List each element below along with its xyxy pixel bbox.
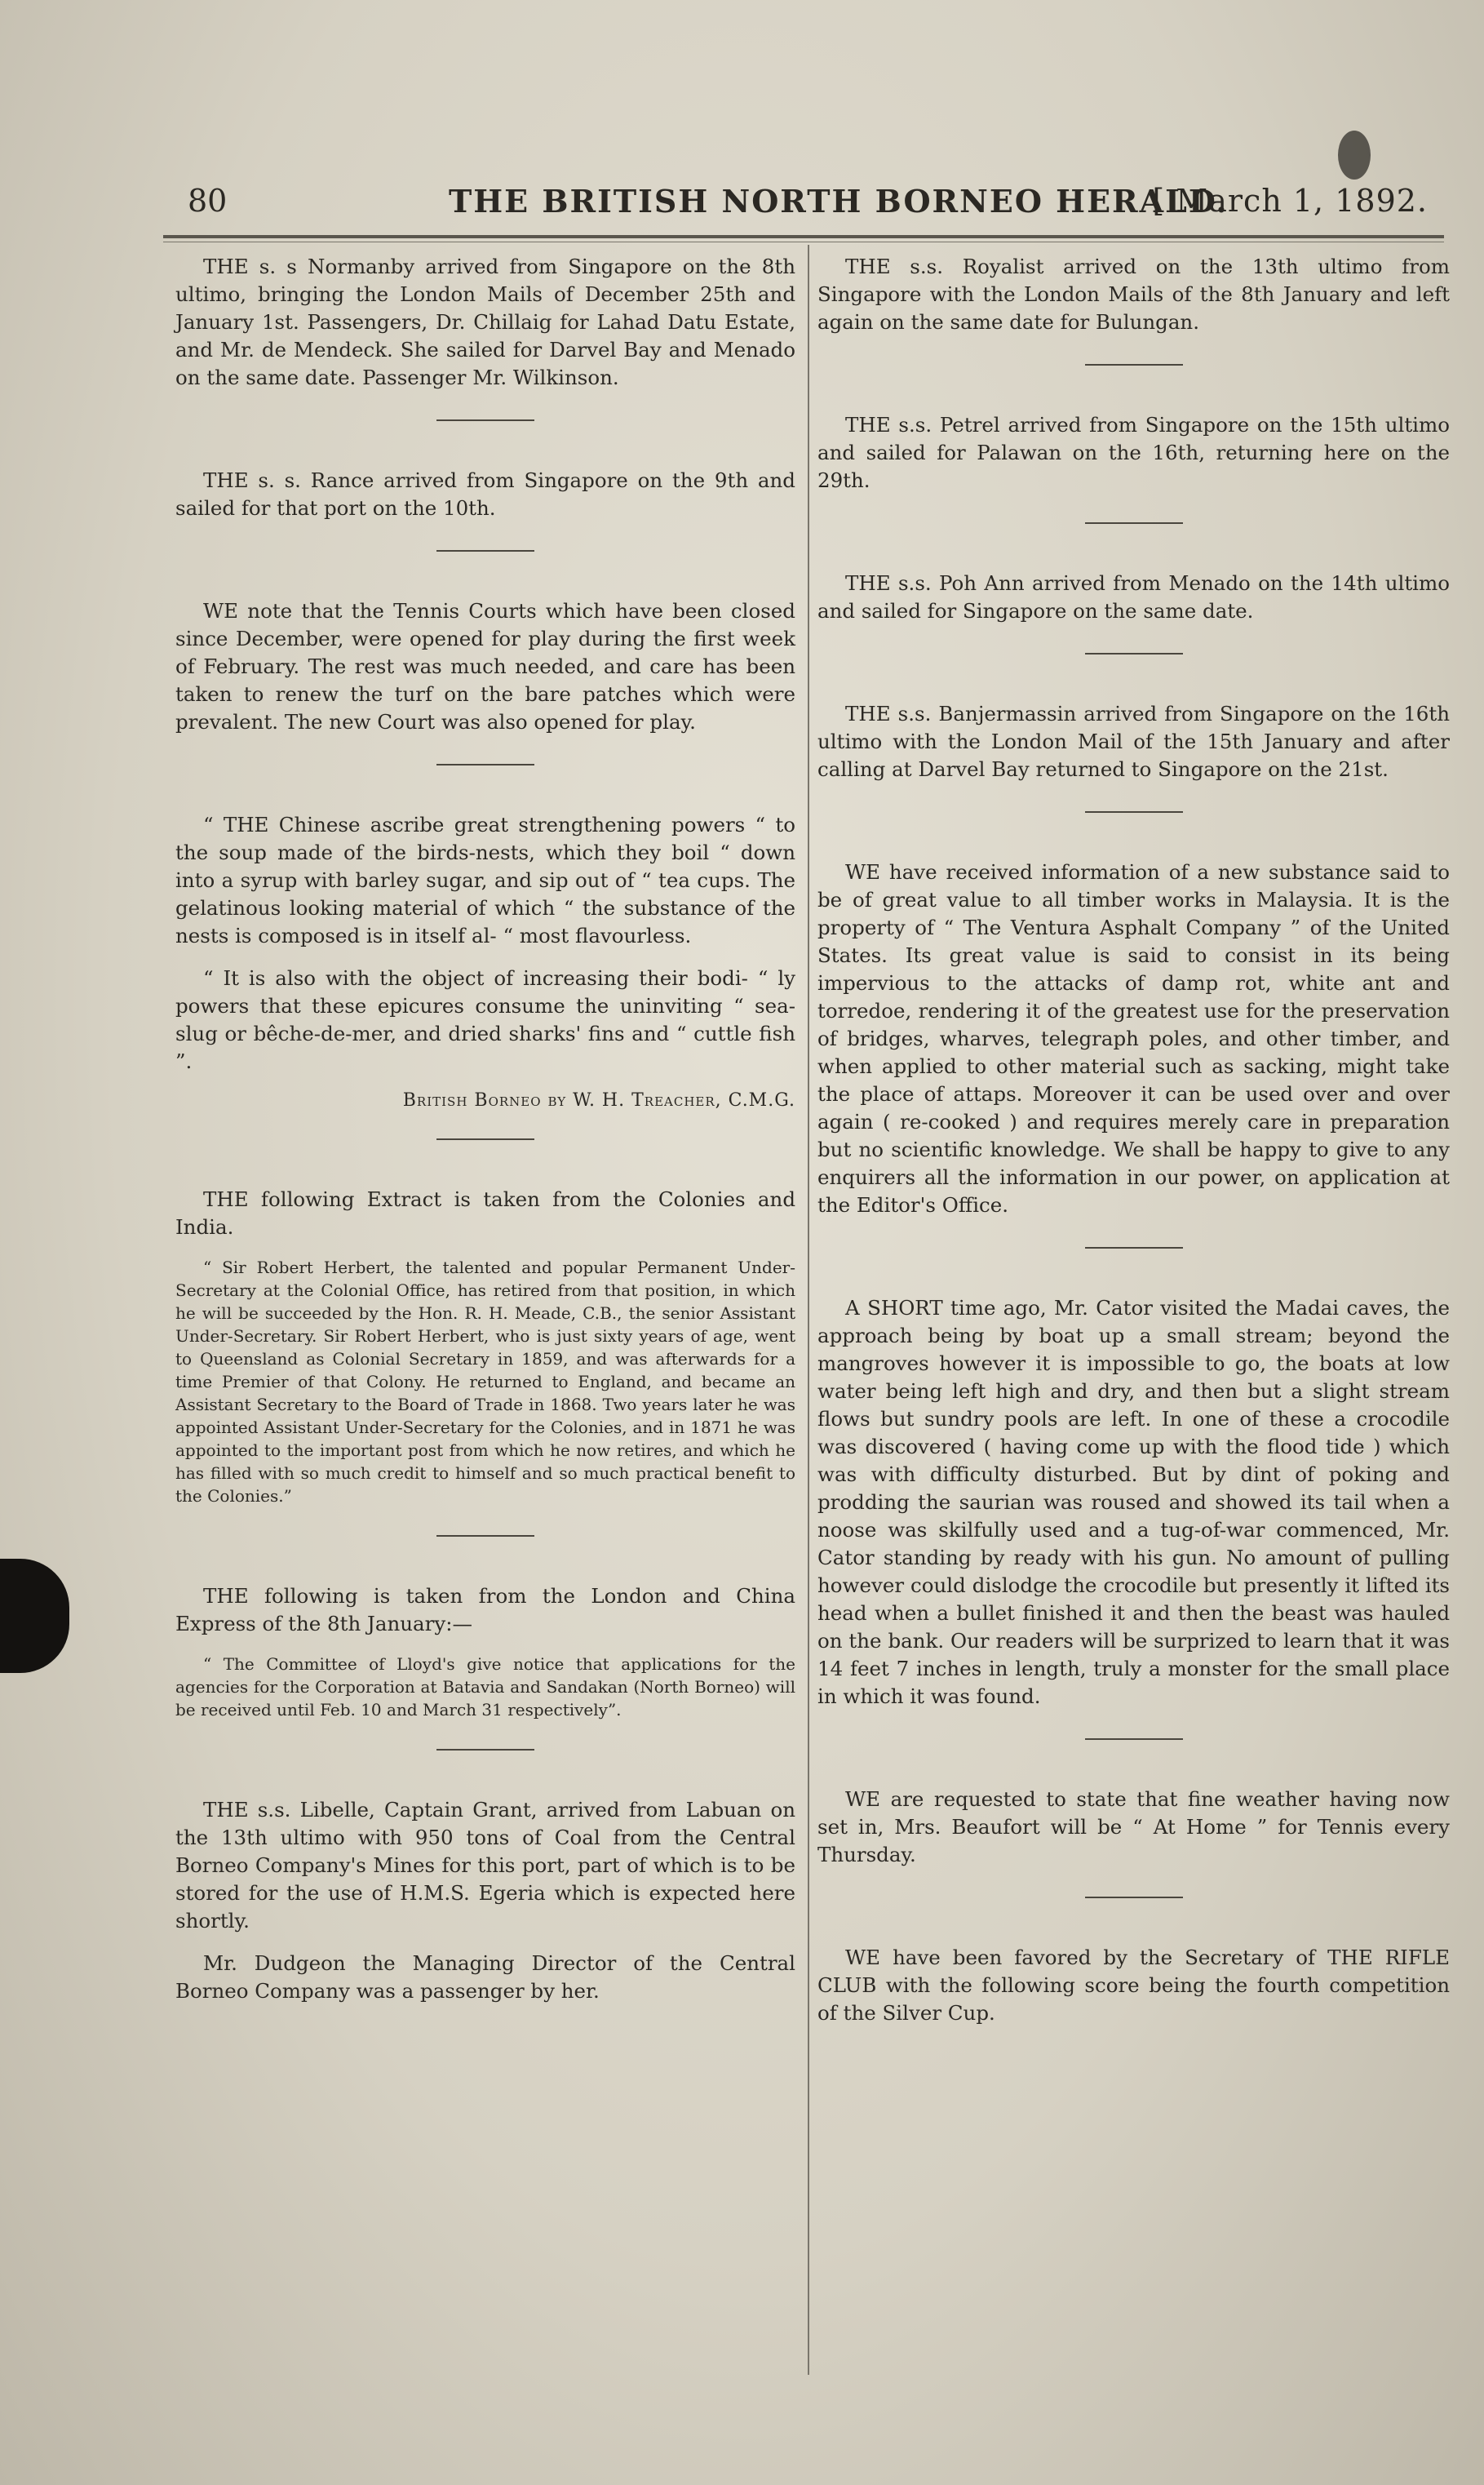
article-asphalt: WE have received information of a new substance said to be of great value to all timber works in Malaysia. It is the property of “ The Ventura Asphalt Company ” of the United States. Its great value is said to consist in its being impervious to the attacks of damp rot, white ant and torredoe, rendering it of the greatest use for the preservation of bridges, wharves, telegraph poles, and other timber, and when applied to other material such as sacking, might take the place of attaps. Moreover it can be used over and over again ( re-cooked ) and requires merely care in preparation but no scientific knowledge. We shall be happy to give to any enquirers all the information in our power, on application at the Editor's Office. bbox=[817, 860, 1450, 1217]
separator bbox=[1085, 364, 1183, 366]
article-express-intro: THE following is taken from the London and China Express of the 8th January:— bbox=[175, 1584, 795, 1635]
separator bbox=[1085, 1247, 1183, 1249]
page-header bbox=[171, 171, 1444, 229]
article-dudgeon: Mr. Dudgeon the Managing Director of the Central Borneo Company was a passenger by her. bbox=[175, 1951, 795, 2003]
article-extract-body: “ Sir Robert Herbert, the talented and popular Permanent Under-Secretary at the Colonial Office, has retired from that position, in which he will be succeeded by the Hon. R. H. Meade, C.B., the senior Assistant Under-Secretary. Sir Robert Herbert, who is just sixty years of age, went to Queensland as Colonial Secretary in 1859, and was afterwards for a time Premier of that Colony. He returned to England, and became an Assistant Secretary to the Board of Trade in 1868. Two years later he was appointed Assistant Under-Secretary for the Colonies, and in 1871 he was appointed to the important post from which he now retires, and which he has filled with so much credit to himself and so much practical benefit to the Colonies.” bbox=[175, 1258, 795, 1506]
separator bbox=[436, 419, 534, 421]
header-rule bbox=[163, 235, 1444, 238]
separator bbox=[436, 1138, 534, 1140]
attribution: British Borneo by W. H. Treacher, C.M.G. bbox=[402, 1090, 795, 1111]
separator bbox=[1085, 811, 1183, 813]
article-crocodile: A SHORT time ago, Mr. Cator visited the Madai caves, the approach being by boat up a small stream; beyond the mangroves however it is impossible to go, the boats at low water being left high and dry, and then but a slight stream flows but sundry pools are left. In one of these a crocodile was discovered ( having come up with the flood tide ) which was with difficulty disturbed. But by dint of poking and prodding the saurian was roused and showed its tail when a noose was skilfully used and a tug-of-war commenced, Mr. Cator standing by ready with his gun. No amount of pulling however could dislodge the crocodile but presently it lifted its head when a bullet finished it and then the beast was hauled on the bank. Our readers will be surprized to learn that it was 14 feet 7 inches in length, truly a monster for the small place in which it was found. bbox=[817, 1296, 1450, 1708]
separator bbox=[436, 1749, 534, 1751]
article-royalist: THE s.s. Royalist arrived on the 13th ultimo from Singapore with the London Mails of the 8th January and left again on the same date for Bulungan. bbox=[817, 255, 1450, 334]
binding-hole bbox=[0, 1559, 69, 1673]
right-column bbox=[817, 253, 1450, 2042]
article-extract-intro: THE following Extract is taken from the Colonies and India. bbox=[175, 1187, 795, 1239]
page-number: 80 bbox=[188, 183, 228, 219]
separator bbox=[1085, 1897, 1183, 1898]
left-column bbox=[175, 253, 795, 2020]
separator bbox=[436, 1535, 534, 1537]
column-divider bbox=[808, 245, 809, 2375]
article-tennis: WE note that the Tennis Courts which have been closed since December, were opened for play during the first week of February. The rest was much needed, and care has been taken to renew the turf on the bare patches which were prevalent. The new Court was also opened for play. bbox=[175, 599, 795, 734]
article-rifle-club: WE have been favored by the Secretary of THE RIFLE CLUB with the following score being the fourth competition of the Silver Cup. bbox=[817, 1946, 1450, 2025]
article-birds-nests-2: “ It is also with the object of increasing their bodi- “ ly powers that these epicures consume the uninviting “ sea-slug or bêche-de-mer, and dried sharks' fins and “ cuttle fish ”. bbox=[175, 966, 795, 1073]
article-birds-nests: “ THE Chinese ascribe great strengthening powers “ to the soup made of the birds-nests, which they boil “ down into a syrup with barley sugar, and sip out of “ tea cups. The gelatinous looking material of which “ the substance of the nests is composed is in itself al- “ most flavourless. bbox=[175, 813, 795, 947]
article-express-body: “ The Committee of Lloyd's give notice that applications for the agencies for the Corporation at Batavia and Sandakan (North Borneo) will be received until Feb. 10 and March 31 respectively”. bbox=[175, 1654, 795, 1720]
newspaper-title: THE BRITISH NORTH BORNEO HERALD. bbox=[449, 183, 1229, 220]
separator bbox=[436, 764, 534, 765]
article-petrel: THE s.s. Petrel arrived from Singapore on the 15th ultimo and sailed for Palawan on the 16th, returning here on the 29th. bbox=[817, 413, 1450, 492]
separator bbox=[436, 550, 534, 552]
issue-date: [ March 1, 1892. bbox=[1152, 183, 1428, 219]
separator bbox=[1085, 522, 1183, 524]
article-rance: THE s. s. Rance arrived from Singapore on the 9th and sailed for that port on the 10th. bbox=[175, 468, 795, 520]
article-poh-ann: THE s.s. Poh Ann arrived from Menado on the 14th ultimo and sailed for Singapore on the same date. bbox=[817, 571, 1450, 623]
article-normanby: THE s. s Normanby arrived from Singapore on the 8th ultimo, bringing the London Mails of December 25th and January 1st. Passengers, Dr. Chillaig for Lahad Datu Estate, and Mr. de Mendeck. She sailed for Darvel Bay and Menado on the same date. Passenger Mr. Wilkinson. bbox=[175, 255, 795, 389]
separator bbox=[1085, 653, 1183, 655]
article-tennis-home: WE are requested to state that fine weather having now set in, Mrs. Beaufort will be “ At Home ” for Tennis every Thursday. bbox=[817, 1787, 1450, 1866]
article-banjermassin: THE s.s. Banjermassin arrived from Singapore on the 16th ultimo with the London Mail of the 15th January and after calling at Darvel Bay returned to Singapore on the 21st. bbox=[817, 702, 1450, 781]
separator bbox=[1085, 1738, 1183, 1740]
article-libelle: THE s.s. Libelle, Captain Grant, arrived from Labuan on the 13th ultimo with 950 tons of Coal from the Central Borneo Company's Mines for this port, part of which is to be stored for the use of H.M.S. Egeria which is expected here shortly. bbox=[175, 1798, 795, 1933]
